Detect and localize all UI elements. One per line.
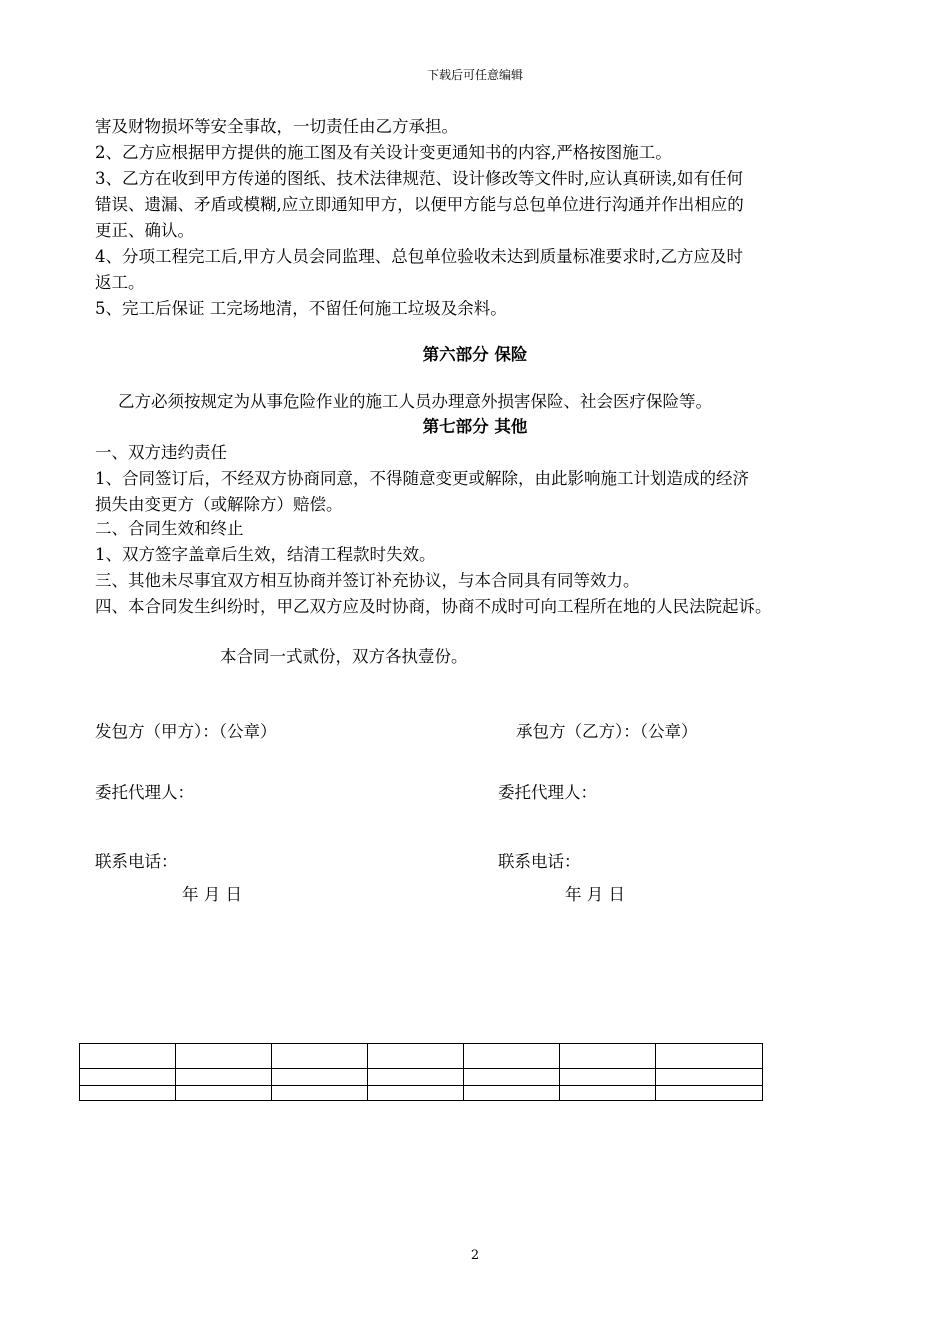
party-a-phone-label: 联系电话： bbox=[95, 852, 178, 871]
paragraph-line: 四、本合同发生纠纷时，甲乙双方应及时协商，协商不成时可向工程所在地的人民法院起诉。 bbox=[95, 597, 772, 616]
table-cell bbox=[464, 1069, 560, 1086]
table-cell bbox=[80, 1044, 176, 1069]
paragraph-line: 返工。 bbox=[95, 273, 145, 292]
table-cell bbox=[464, 1086, 560, 1101]
table-cell bbox=[656, 1044, 763, 1069]
table-cell bbox=[656, 1086, 763, 1101]
party-b-phone-label: 联系电话： bbox=[498, 852, 581, 871]
table-cell bbox=[368, 1044, 464, 1069]
table-cell bbox=[176, 1044, 272, 1069]
paragraph-line: 错误、遗漏、矛盾或模糊,应立即通知甲方，以便甲方能与总包单位进行沟通并作出相应的 bbox=[95, 195, 744, 214]
paragraph-line: 1、合同签订后，不经双方协商同意，不得随意变更或解除，由此影响施工计划造成的经济 bbox=[95, 469, 749, 488]
table-cell bbox=[464, 1044, 560, 1069]
party-b-agent-label: 委托代理人： bbox=[498, 783, 597, 802]
paragraph-line: 4、分项工程完工后,甲方人员会同监理、总包单位验收未达到质量标准要求时,乙方应及时 bbox=[95, 247, 743, 266]
paragraph-line: 更正、确认。 bbox=[95, 221, 194, 240]
table-cell bbox=[272, 1044, 368, 1069]
paragraph-line: 损失由变更方（或解除方）赔偿。 bbox=[95, 495, 343, 514]
section-6-text: 乙方必须按规定为从事危险作业的施工人员办理意外损害保险、社会医疗保险等。 bbox=[118, 392, 712, 411]
table-cell bbox=[656, 1069, 763, 1086]
paragraph-line: 害及财物损坏等安全事故，一切责任由乙方承担。 bbox=[95, 117, 458, 136]
table-row bbox=[80, 1044, 763, 1069]
paragraph-line: 1、双方签字盖章后生效，结清工程款时失效。 bbox=[95, 545, 436, 564]
party-b-date: 年 月 日 bbox=[565, 885, 625, 904]
paragraph-line: 三、其他未尽事宜双方相互协商并签订补充协议，与本合同具有同等效力。 bbox=[95, 571, 640, 590]
party-b-label: 承包方（乙方）：（公章） bbox=[516, 722, 698, 741]
table-row bbox=[80, 1069, 763, 1086]
empty-table bbox=[79, 1043, 763, 1101]
table-cell bbox=[560, 1069, 656, 1086]
table-cell bbox=[80, 1086, 176, 1101]
section-6-title: 第六部分 保险 bbox=[422, 345, 528, 364]
page-header: 下载后可任意编辑 bbox=[426, 68, 523, 82]
table-row bbox=[80, 1086, 763, 1101]
page-number: 2 bbox=[470, 1248, 480, 1263]
party-a-agent-label: 委托代理人： bbox=[95, 783, 194, 802]
paragraph-line: 2、乙方应根据甲方提供的施工图及有关设计变更通知书的内容,严格按图施工。 bbox=[95, 143, 672, 162]
table-cell bbox=[368, 1086, 464, 1101]
paragraph-line: 5、完工后保证 工完场地清，不留任何施工垃圾及余料。 bbox=[95, 299, 507, 318]
table-cell bbox=[560, 1044, 656, 1069]
table-cell bbox=[80, 1069, 176, 1086]
table-cell bbox=[272, 1086, 368, 1101]
table-cell bbox=[368, 1069, 464, 1086]
table-cell bbox=[560, 1086, 656, 1101]
section-7-title: 第七部分 其他 bbox=[422, 417, 528, 436]
paragraph-line: 一、双方违约责任 bbox=[95, 443, 227, 462]
table-cell bbox=[272, 1069, 368, 1086]
paragraph-line: 二、合同生效和终止 bbox=[95, 519, 244, 538]
party-a-date: 年 月 日 bbox=[182, 885, 242, 904]
copies-statement: 本合同一式贰份，双方各执壹份。 bbox=[220, 647, 468, 666]
party-a-label: 发包方（甲方）：（公章） bbox=[95, 722, 277, 741]
paragraph-line: 3、乙方在收到甲方传递的图纸、技术法律规范、设计修改等文件时,应认真研读,如有任何 bbox=[95, 169, 743, 188]
table-cell bbox=[176, 1086, 272, 1101]
table-cell bbox=[176, 1069, 272, 1086]
